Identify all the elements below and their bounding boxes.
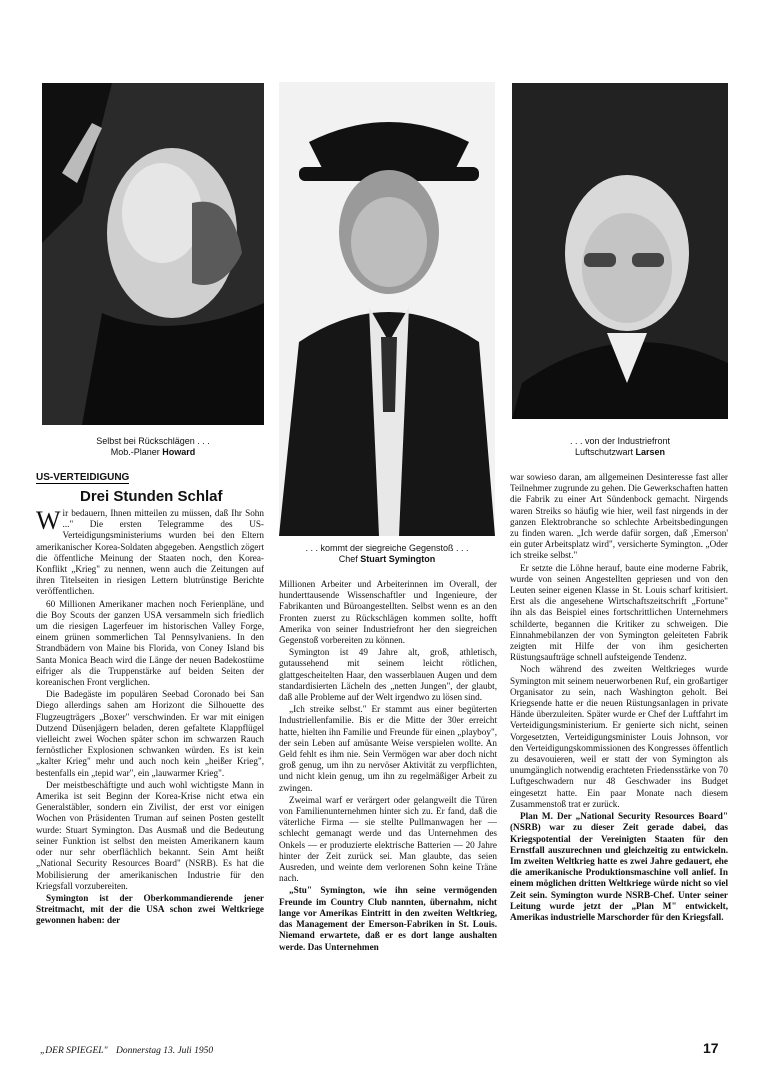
article-paragraph: Der meistbeschäftigte und auch wohl wichtigste Mann in Amerika ist seit Beginn der Korea-Krise nicht etwa ein Generalstäbler, sondern ein Zivilist, der erst vor einigen Wochen von Präsidenten Truman auf seinen Posten gestellt wurde: Stuart Symington. Das Ausmaß und die Bedeutung seiner Funktion ist selbst den meisten Amerikanern kaum oder nur sehr oberflächlich bekannt. Sein Amt heißt „National Security Resources Board" (NSRB). Es hat die Mobilisierung der amerikanischen Industrie für den Kriegsfall vorzubereiten. <box>36 779 264 891</box>
photo-howard-image <box>42 83 264 425</box>
caption-symington <box>279 543 495 565</box>
footer-credit <box>40 1046 213 1056</box>
caption-symington-line1: . . . kommt der siegreiche Gegenstoß . . . <box>305 543 469 553</box>
caption-symington-name: Stuart Symington <box>360 554 436 564</box>
photo-symington-image <box>279 82 495 536</box>
magazine-name: „DER SPIEGEL" <box>40 1046 108 1056</box>
issue-date: Donnerstag 13. Juli 1950 <box>115 1046 214 1056</box>
section-kicker: US-VERTEIDIGUNG <box>36 472 130 483</box>
article-paragraph: war sowieso daran, am allgemeinen Desinteresse fast aller Teilnehmer zugrunde zu gehen. Die Gewerkschaften hatten die Fabrik zu einer Art Sündenbock gemacht. Nirgends waren Streiks so häufig wie hier, weil fast nirgends in der ganzen Elektrobranche so schlechte Arbeitsbedingungen zu finden waren. „Ich werde dafür sorgen, daß ‚Emerson' ein guter Arbeitsplatz wird", versicherte Symington. „Oder ich streike selbst." <box>510 472 728 561</box>
article-paragraph: „Ich streike selbst." Er stammt aus einer begüterten Industriellenfamilie. Bis er die Mitte der 30er erreicht hatte, hielten ihn Familie und Freunde für einen „playboy", der sein Leben auf amüsante Weise verspielen wollte. An Geld fehlt es ihm nie. Sein Vermögen war aber doch nicht groß genug, um ihn zu nervöser Aktivität zu verpflichten, und nicht klein genug, um ihn zu regelmäßiger Arbeit zu zwingen. <box>279 704 497 793</box>
article-paragraph: Plan M. Der „National Security Resources Board" (NSRB) war zu dieser Zeit gerade dabei, das Kriegspotential der Vereinigten Staaten für den Ernstfall auszurechnen und gleichzeitig zu entwickeln. Im zweiten Weltkrieg hatte es zwei Jahre gedauert, ehe die amerikanische Produktionsmaschine voll anlief. In einem möglichen dritten Weltkriege würde nicht so viel Zeit sein. Symington wurde NSRB-Chef. Unter seiner Leitung wurde jetzt der „Plan M" entwickelt, Amerikas industrielle Marschorder für den Kriegsfall. <box>510 811 728 922</box>
article-paragraph: 60 Millionen Amerikaner machen noch Ferienpläne, und die Boy Scouts der ganzen USA versammeln sich friedlich um die riesigen Lagerfeuer im historischen Valley Forge, einem grünen sommerlichen Tal Pennsylvaniens. In den Strandbädern von Maine bis Florida, von Coney Island bis Santa Monica Beach wird die Länge der neuen Badekostüme eifriger als die Truppenstärke auf beiden Seiten der koreanischen Front verglichen. <box>36 598 264 688</box>
article-headline: Drei Stunden Schlaf <box>80 488 223 505</box>
article-column-2 <box>279 579 497 1049</box>
article-paragraph: Er setzte die Löhne herauf, baute eine moderne Fabrik, wurde von seinen Angestellten gepriesen und von den Leuten seiner eigenen Klasse in St. Louis scharf kritisiert. Erst als die angesehene Wirtschaftszeitschrift „Fortune" ihn als das Beispiel eines fortschrittlichen Unternehmers schilderte, begannen die Kritiker zu schweigen. Die Einnahmebilanzen der von Symington geleiteten Fabrik zeigten mit Hilfe der von ihm gesicherten Rüstungsaufträge schnell aufsteigende Tendenz. <box>510 562 728 663</box>
caption-howard-role: Mob.-Planer <box>110 447 163 457</box>
article-paragraph: „Stu" Symington, wie ihn seine vermögenden Freunde im Country Club nannten, übernahm, nicht lange vor Amerikas Eintritt in den zweiten Weltkrieg, das Management der Emerson-Fabriken in St. Louis. Niemand erwartete, daß er es dort lange aushalten werde. Das Unternehmen <box>279 885 497 952</box>
caption-larsen-role: Luftschutzwart <box>574 447 636 457</box>
article-paragraph: Symington ist der Oberkommandierende jener Streitmacht, mit der die USA schon zwei Weltkriege gewonnen haben: der <box>36 892 264 926</box>
photo-symington <box>279 82 495 536</box>
article-lead-paragraph: Wir bedauern, Ihnen mitteilen zu müssen, daß Ihr Sohn ..." Die ersten Telegramme des US-Verteidigungsministeriums wurden bei den Eltern amerikanischer Korea-Soldaten abgegeben. Aengstlich zögert die öffentliche Meinung der Staaten noch, den Korea-Konflikt „Krieg" zu nennen, wenn auch die Zeitungen auf ihren Titelseiten in riesigen Lettern blutrünstige Berichte veröffentlichen. <box>36 508 264 597</box>
caption-larsen-line1: . . . von der Industriefront <box>569 436 671 446</box>
page-number: 17 <box>703 1040 719 1056</box>
drop-cap: W <box>36 508 61 535</box>
article-paragraph: Die Badegäste im populären Seebad Coronado bei San Diego allerdings sahen am Horizont die Silhouette des Flugzeugträgers „Boxer" verschwinden. Er war mit einigen Dutzend Düsenjägern beladen, deren gefaltete Klappflügel vielleicht zwei Wochen später schon im schwarzen Rauch fernöstlicher Explosionen schwanken würden. Es ist kein „kalter Krieg" mehr und auch noch kein „heißer Krieg", bestenfalls ein „tepid war", ein „lauwarmer Krieg". <box>36 689 264 778</box>
article-paragraph: Millionen Arbeiter und Arbeiterinnen im Overall, der hunderttausende Wissenschaftler und Ingenieure, der Fabrikanten und Büroangestellten. Selbst wenn es an den Fronten zuerst zu Rückschlägen kommen sollte, hofft Amerika von seiner Industriefront her den siegreichen Gegenstoß vorbereiten zu können. <box>279 579 497 646</box>
article-column-1 <box>36 508 264 1048</box>
caption-howard <box>42 436 264 458</box>
article-paragraph: Zweimal warf er verärgert oder gelangweilt die Türen von Familienunternehmen hinter sich zu. Er fand, daß die väterliche Firma — sie stellte Pullmanwagen her — schlecht gemanagt werde und das Unternehmen des Onkels — er produzierte elektrische Batterien — 20 Jahre hinter der Zeit zurück sei. Man glaubte, das seien Ausreden, und weinte dem verlorenen Sohn keine Träne nach. <box>279 794 497 884</box>
caption-howard-name: Howard <box>162 447 196 457</box>
photo-howard <box>42 83 264 425</box>
photo-larsen-image <box>512 83 728 419</box>
caption-howard-line1: Selbst bei Rückschlägen . . . <box>96 436 210 446</box>
article-paragraph: Noch während des zweiten Weltkrieges wurde Symington mit seinem neuerworbenen Ruf, ein großartiger Organisator zu sein, nach Washington geholt. Bei Kriegsende hatte er die neuen Rüstungsanlagen in private Hände überzuleiten. Später wurde er Chef der Luftfahrt im Verteidigungsministerium. Er genierte sich nicht, seinen Vorgesetzten, Verteidigungsminister Louis Johnson, vor den Verteidigungskommissionen des Kongresses öffentlich zu desavouieren, weil er statt der von Symington als unumgänglich notwendig erachteten Friedensstärke von 70 Luftgeschwadern nur 48 Geschwader ins Budget eingesetzt hatte. Ein paar Monate nach diesem Zusammenstoß trat er zurück. <box>510 664 728 809</box>
photo-larsen <box>512 83 728 419</box>
caption-larsen-name: Larsen <box>635 447 666 457</box>
caption-larsen <box>512 436 728 458</box>
article-column-3 <box>510 472 728 1052</box>
caption-symington-role: Chef <box>338 554 361 564</box>
article-paragraph: Symington ist 49 Jahre alt, groß, athletisch, gutaussehend mit seinem leicht rötlichen, glattgescheitelten Haar, den wasserblauen Augen und dem standardisierten Lächeln des „netten Jungen", der glaubt, daß alle Probleme auf der Welt irgendwo zu lösen sind. <box>279 647 497 703</box>
